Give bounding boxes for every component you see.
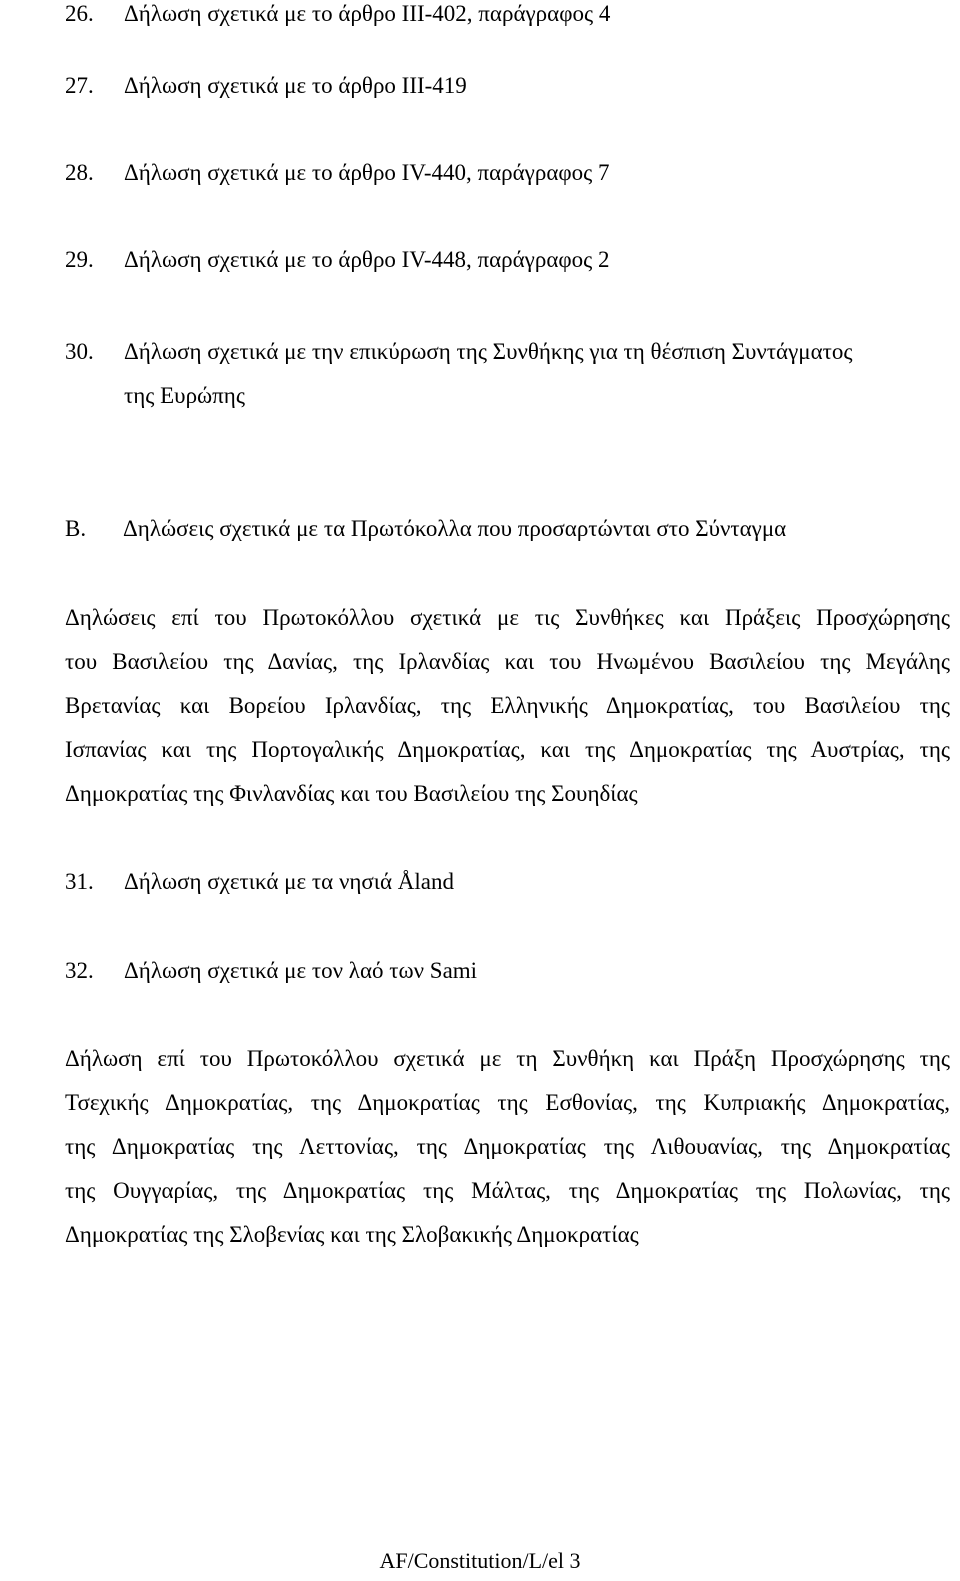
item-text: Δήλωση σχετικά με τον λαό των Sami (124, 958, 478, 983)
item-text: Δήλωση σχετικά με το άρθρο ΙΙΙ-402, παράγραφος 4 (124, 1, 611, 26)
item-number: 27. (65, 73, 94, 98)
item-text: Δήλωση σχετικά με το άρθρο ΙΙΙ-419 (124, 73, 467, 98)
page-footer: AF/Constitution/L/el 3 (379, 1548, 581, 1573)
item-text: Δήλωση σχετικά με το άρθρο IV-440, παράγραφος 7 (124, 160, 610, 185)
paragraph-line: Βρετανίας και Βορείου Ιρλανδίας, της Ελληνικής Δημοκρατίας, του Βασιλείου της (65, 693, 950, 718)
item-number: 31. (65, 869, 94, 894)
paragraph-line: του Βασιλείου της Δανίας, της Ιρλανδίας και του Ηνωμένου Βασιλείου της Μεγάλης (65, 649, 950, 674)
item-text: Δήλωση σχετικά με το άρθρο IV-448, παράγραφος 2 (124, 247, 610, 272)
item-text-continuation: της Ευρώπης (124, 383, 245, 408)
paragraph-line: της Δημοκρατίας της Λεττονίας, της Δημοκρατίας της Λιθουανίας, της Δημοκρατίας (65, 1134, 950, 1159)
paragraph-line: Τσεχικής Δημοκρατίας, της Δημοκρατίας της Εσθονίας, της Κυπριακής Δημοκρατίας, (65, 1090, 950, 1115)
paragraph-line: Δημοκρατίας της Σλοβενίας και της Σλοβακικής Δημοκρατίας (65, 1222, 639, 1247)
paragraph-line: Δήλωση επί του Πρωτοκόλλου σχετικά με τη Συνθήκη και Πράξη Προσχώρησης της (65, 1046, 950, 1071)
section-title: Δηλώσεις σχετικά με τα Πρωτόκολλα που προσαρτώνται στο Σύνταγμα (123, 516, 787, 541)
item-number: 32. (65, 958, 94, 983)
item-number: 30. (65, 339, 94, 364)
paragraph-line: Δημοκρατίας της Φινλανδίας και του Βασιλείου της Σουηδίας (65, 781, 638, 806)
paragraph-line: της Ουγγαρίας, της Δημοκρατίας της Μάλτας, της Δημοκρατίας της Πολωνίας, της (65, 1178, 950, 1203)
item-number: 29. (65, 247, 94, 272)
item-text: Δήλωση σχετικά με την επικύρωση της Συνθήκης για τη θέσπιση Συντάγματος (124, 339, 853, 364)
section-label: Β. (65, 516, 87, 541)
paragraph-line: Δηλώσεις επί του Πρωτοκόλλου σχετικά με τις Συνθήκες και Πράξεις Προσχώρησης (65, 605, 950, 630)
item-number: 26. (65, 1, 94, 26)
item-text: Δήλωση σχετικά με τα νησιά Åland (124, 869, 454, 894)
item-number: 28. (65, 160, 94, 185)
paragraph-line: Ισπανίας και της Πορτογαλικής Δημοκρατίας, και της Δημοκρατίας της Αυστρίας, της (65, 737, 950, 762)
